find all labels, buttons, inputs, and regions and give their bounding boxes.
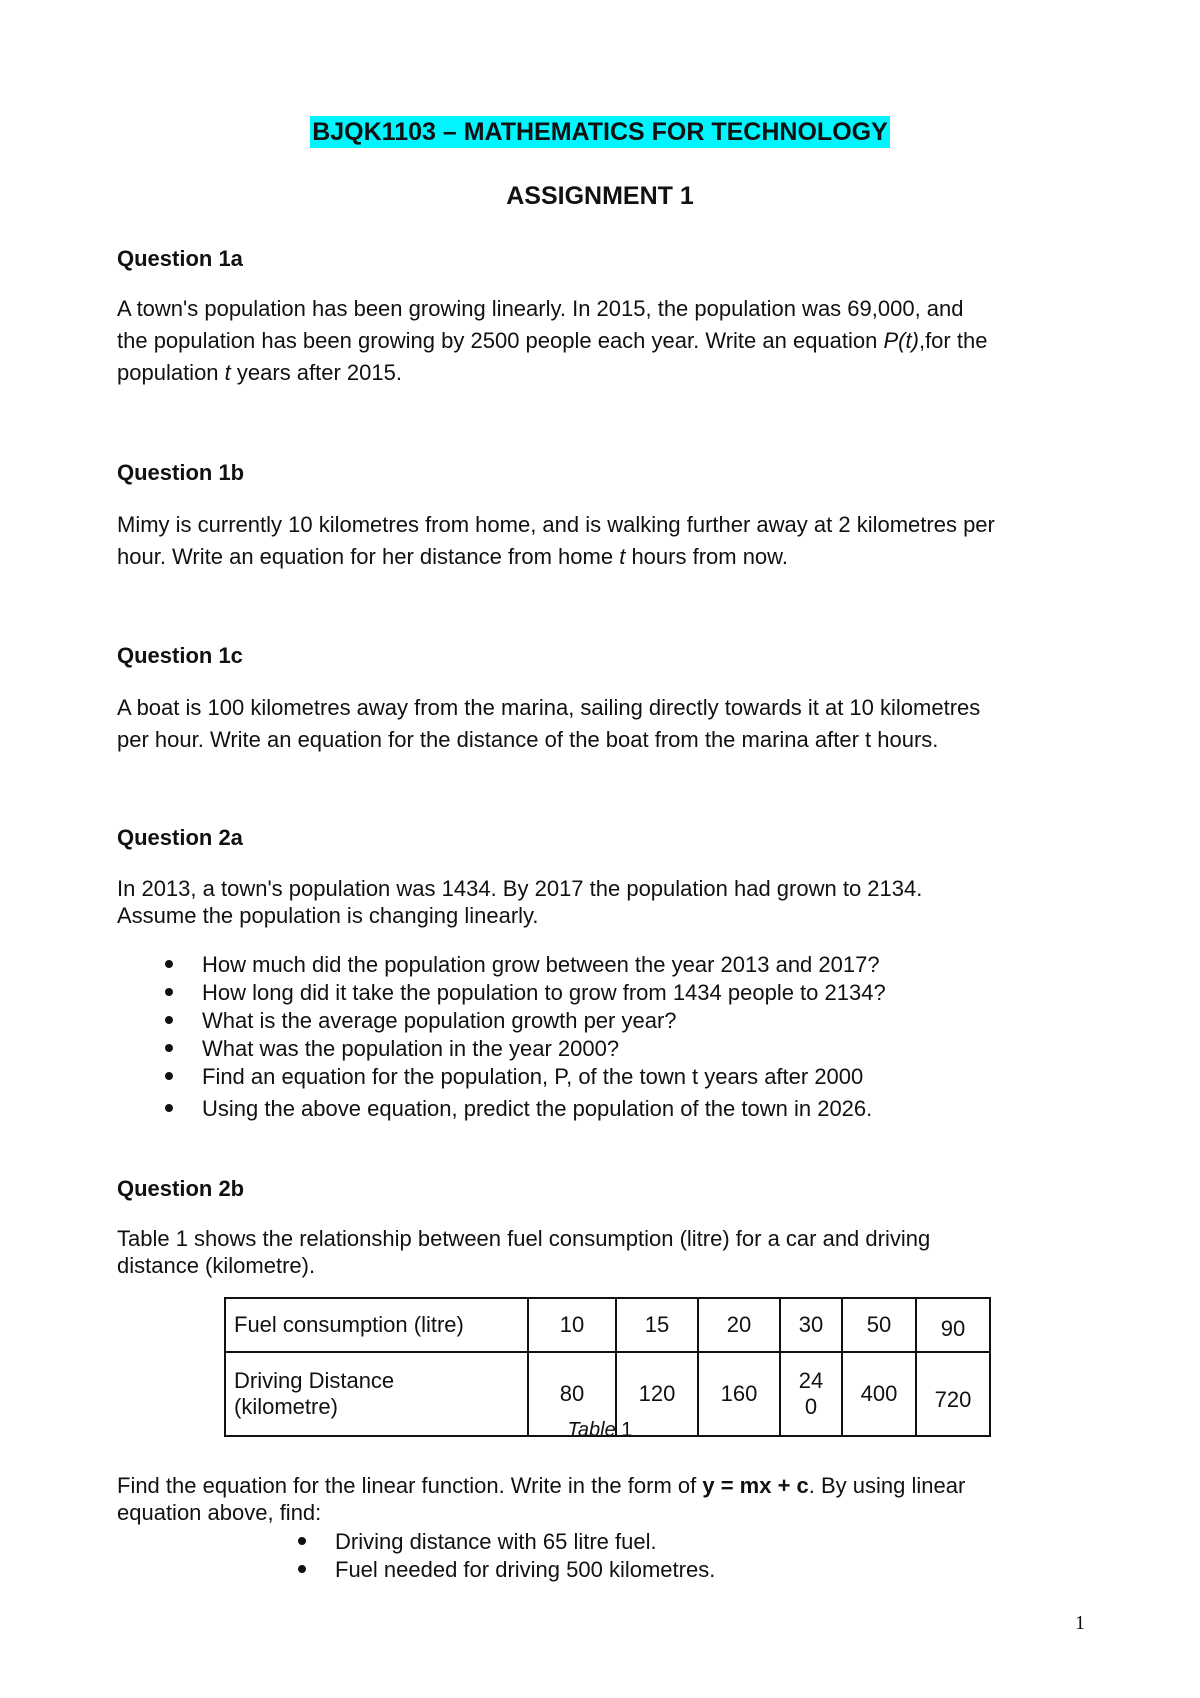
table-cell: 50 xyxy=(842,1298,916,1352)
table-row xyxy=(225,1298,990,1352)
table-cell: 400 xyxy=(842,1352,916,1436)
table-cell: Fuel consumption (litre) xyxy=(225,1298,528,1352)
question-2b-text: Table 1 shows the relationship between fuel consumption (litre) for a car and driving distance (kilometre). xyxy=(117,1226,931,1278)
question-2b-bullets xyxy=(335,1528,715,1584)
question-2a-text: In 2013, a town's population was 1434. By 2017 the population had grown to 2134. Assume the population is changing linearly. xyxy=(117,876,923,928)
list-item: What was the population in the year 2000? xyxy=(117,1035,886,1063)
fuel-distance-table xyxy=(224,1297,991,1437)
list-item: What is the average population growth per year? xyxy=(117,1007,886,1035)
table-cell: 160 xyxy=(698,1352,780,1436)
table-cell: 120 xyxy=(616,1352,698,1436)
table-cell: 15 xyxy=(616,1298,698,1352)
question-1c-text: A boat is 100 kilometres away from the marina, sailing directly towards it at 10 kilometres per hour. Write an equation for the distance of the boat from the marina after t hours. xyxy=(117,695,981,752)
question-1c-heading: Question 1c xyxy=(117,643,243,668)
question-1a-heading: Question 1a xyxy=(117,246,243,271)
question-1a-text: A town's population has been growing linearly. In 2015, the population was 69,000, and the population has been growing by 2500 people each year. Write an equation P(t),for the population t years after 2015. xyxy=(117,296,988,385)
question-1b-heading: Question 1b xyxy=(117,460,245,485)
list-item: How long did it take the population to grow from 1434 people to 2134? xyxy=(117,979,886,1007)
table-cell: 20 xyxy=(698,1298,780,1352)
table-cell: 80 xyxy=(528,1352,616,1436)
question-2a-heading: Question 2a xyxy=(117,825,243,850)
list-item: Driving distance with 65 litre fuel. xyxy=(335,1528,715,1556)
question-2a-bullets xyxy=(117,951,886,1123)
page-number: 1 xyxy=(1075,1612,1085,1634)
table-cell: 24 0 xyxy=(780,1352,842,1436)
list-item: Fuel needed for driving 500 kilometres. xyxy=(335,1556,715,1584)
table-cell: Driving Distance (kilometre) xyxy=(225,1352,528,1436)
table-cell: 90 xyxy=(916,1298,990,1352)
question-2b-instruction: Find the equation for the linear function. Write in the form of y = mx + c. By using linear equation above, find: xyxy=(117,1473,966,1525)
table-cell: 30 xyxy=(780,1298,842,1352)
assignment-title: ASSIGNMENT 1 xyxy=(506,182,694,210)
table-caption: Table 1 xyxy=(567,1419,633,1441)
course-title: BJQK1103 – MATHEMATICS FOR TECHNOLOGY xyxy=(312,118,888,146)
question-1b-text: Mimy is currently 10 kilometres from home, and is walking further away at 2 kilometres per hour. Write an equation for her distance from home t hours from now. xyxy=(117,512,995,569)
question-2b-heading: Question 2b xyxy=(117,1176,245,1201)
table-cell: 720 xyxy=(916,1352,990,1436)
list-item: Using the above equation, predict the population of the town in 2026. xyxy=(117,1095,886,1123)
table-cell: 10 xyxy=(528,1298,616,1352)
list-item: How much did the population grow between the year 2013 and 2017? xyxy=(117,951,886,979)
list-item: Find an equation for the population, P, of the town t years after 2000 xyxy=(117,1063,886,1091)
